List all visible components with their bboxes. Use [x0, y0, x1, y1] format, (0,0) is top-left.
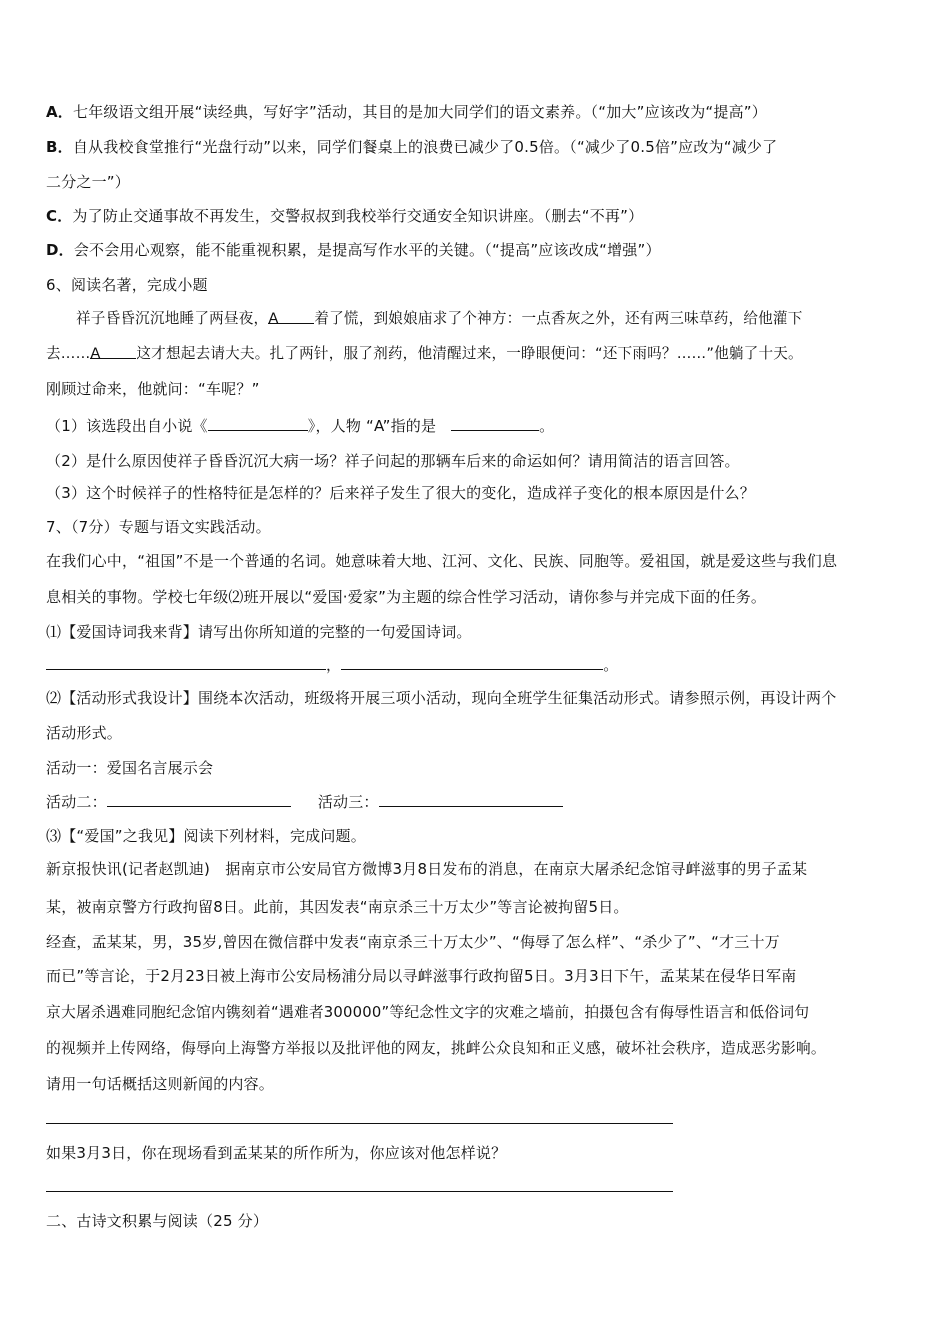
q7-intro1: 在我们心中，“祖国”不是一个普通的名词。她意味着大地、江河、文化、民族、同胞等。爱祖国，就是爱这些与我们息	[46, 552, 838, 570]
option-label: D．	[46, 241, 74, 259]
text: 》，人物 “A”指的是	[307, 417, 437, 435]
activity-2-3	[46, 792, 563, 812]
q6-title: 6、阅读名著，完成小题	[46, 276, 208, 294]
q7-task2: ⑵【活动形式我设计】围绕本次活动，班级将开展三项小活动，现向全班学生征集活动形式。请参照示例，再设计两个	[46, 689, 837, 707]
news-line: 某，被南京警方行政拘留8日。此前，其因发表“南京杀三十万太少”等言论被拘留5日。	[46, 898, 629, 916]
text: 。	[603, 656, 619, 674]
option-text: 七年级语文组开展“读经典，写好字”活动，其目的是加大同学们的语文素养。（“加大”应该改为“提高”）	[73, 103, 767, 121]
blank-a	[90, 344, 136, 362]
text: ，	[326, 656, 342, 674]
text: （1）该选段出自小说《	[46, 417, 208, 435]
option-b	[46, 137, 777, 157]
q7-intro2: 息相关的事物。学校七年级⑵班开展以“爱国·爱家”为主题的综合性学习活动，请你参与并完成下面的任务。	[46, 588, 767, 606]
q7-task3: ⑶【“爱国”之我见】阅读下列材料，完成问题。	[46, 827, 366, 845]
news-line: 新京报快讯(记者赵凯迪) 据南京市公安局官方微博3月8日发布的消息，在南京大屠杀纪念馆寻衅滋事的男子孟某	[46, 860, 808, 878]
section-2-heading: 二、古诗文积累与阅读（25 分）	[46, 1212, 269, 1230]
news-line: 而已”等言论，于2月23日被上海市公安局杨浦分局以寻衅滋事行政拘留5日。3月3日下午，孟某某在侵华日军南	[46, 967, 797, 985]
option-label: C．	[46, 207, 73, 225]
blank-a-label: A	[268, 310, 279, 327]
blank-a	[268, 309, 314, 327]
option-text: 会不会用心观察，能不能重视积累，是提高写作水平的关键。（“提高”应该改成“增强”）	[73, 241, 661, 259]
poem-blank-2[interactable]	[341, 655, 603, 670]
q6-passage-line3: 刚顾过命来，他就问：“车呢？”	[46, 380, 260, 398]
text: 祥子昏昏沉沉地睡了两昼夜，	[76, 310, 269, 327]
summary-answer-line[interactable]	[46, 1123, 673, 1124]
novel-blank[interactable]	[208, 416, 308, 431]
q6-sub3: （3）这个时候祥子的性格特征是怎样的？后来祥子发生了很大的变化，造成祥子变化的根本原因是什么？	[46, 484, 755, 502]
activity-2-blank[interactable]	[107, 792, 291, 807]
option-a	[46, 102, 767, 122]
option-text: 自从我校食堂推行“光盘行动”以来，同学们餐桌上的浪费已减少了0.5倍。（“减少了0.5倍”应改为“减少了	[72, 138, 778, 156]
q6-passage-line1	[76, 309, 803, 329]
ask-response: 如果3月3日，你在现场看到孟某某的所作所为，你应该对他怎样说？	[46, 1144, 507, 1162]
poem-answer-line	[46, 655, 618, 675]
option-text: 为了防止交通事故不再发生，交警叔叔到我校举行交通安全知识讲座。（删去“不再”）	[72, 207, 644, 225]
option-label: B．	[46, 138, 73, 156]
activity-3-blank[interactable]	[379, 792, 563, 807]
ask-summary: 请用一句话概括这则新闻的内容。	[46, 1075, 275, 1093]
news-line: 经查，孟某某，男，35岁,曾因在微信群中发表“南京杀三十万太少”、“侮辱了怎么样”、“杀少了”、“才三十万	[46, 933, 780, 951]
q7-task1: ⑴【爱国诗词我来背】请写出你所知道的完整的一句爱国诗词。	[46, 623, 472, 641]
option-b-cont: 二分之一”）	[46, 173, 130, 191]
option-c	[46, 206, 643, 226]
text: 。	[539, 417, 555, 435]
option-label: A．	[46, 103, 74, 121]
q7-title: 7、（7分）专题与语文实践活动。	[46, 518, 271, 536]
text: 活动二：	[46, 793, 107, 811]
blank-a-label: A	[90, 345, 101, 362]
q7-task2-cont: 活动形式。	[46, 724, 123, 742]
text: 去……	[46, 345, 91, 362]
q6-sub1	[46, 416, 554, 436]
response-answer-line[interactable]	[46, 1191, 673, 1192]
news-line: 的视频并上传网络，侮辱向上海警方举报以及批评他的网友，挑衅公众良知和正义感，破坏社会秩序，造成恶劣影响。	[46, 1040, 826, 1057]
q6-passage-line2	[46, 344, 803, 364]
activity-1: 活动一：爱国名言展示会	[46, 759, 214, 777]
news-line: 京大屠杀遇难同胞纪念馆内镌刻着“遇难者300000”等纪念性文字的灾难之墙前，拍摄包含有侮辱性语言和低俗词句	[46, 1004, 810, 1021]
character-blank[interactable]	[451, 416, 539, 431]
text: 这才想起去请大夫。扎了两针，服了剂药，他清醒过来，一睁眼便问：“还下雨吗？……”他躺了十天。	[136, 345, 803, 362]
poem-blank-1[interactable]	[46, 655, 326, 670]
text: 活动三：	[317, 793, 379, 811]
option-d	[46, 240, 661, 260]
text: 着了慌，到娘娘庙求了个神方：一点香灰之外，还有两三味草药，给他灌下	[314, 310, 803, 327]
q6-sub2: （2）是什么原因使祥子昏昏沉沉大病一场？祥子问起的那辆车后来的命运如何？请用简洁的语言回答。	[46, 452, 740, 470]
